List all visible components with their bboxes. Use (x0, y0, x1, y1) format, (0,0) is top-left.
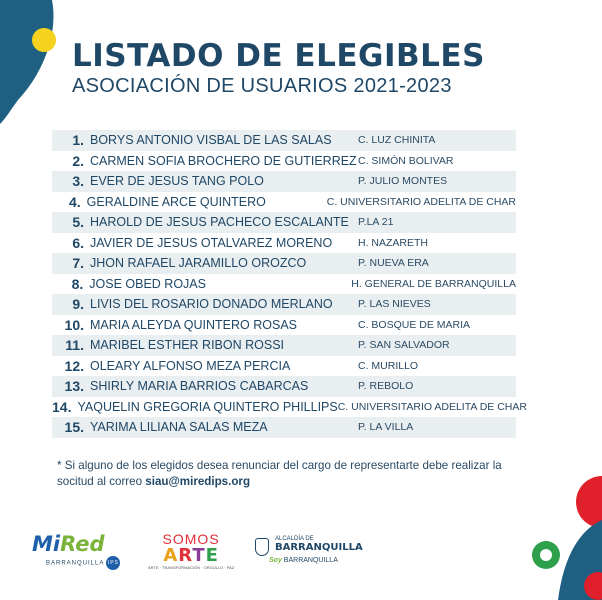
list-item (52, 397, 527, 418)
item-number: 9. (72, 296, 84, 313)
item-name: CARMEN SOFIA BROCHERO DE GUTIERREZ (90, 153, 357, 168)
list-item (52, 130, 516, 151)
item-number: 1. (72, 132, 84, 149)
list-item (52, 171, 516, 192)
item-number: 4. (68, 193, 81, 210)
item-place: P. NUEVA ERA (358, 257, 429, 270)
list-item (52, 335, 516, 356)
list-item (52, 192, 516, 213)
top-left-decoration (0, 0, 70, 130)
item-name: YARIMA LILIANA SALAS MEZA (90, 420, 268, 435)
mired-logo-part2: Red (60, 532, 105, 556)
shield-icon (255, 538, 269, 556)
list-item (52, 151, 516, 172)
item-place: P. JULIO MONTES (358, 175, 448, 188)
list-item (52, 274, 516, 295)
ips-badge: IPS (106, 556, 120, 570)
list-item (52, 233, 516, 254)
item-name: OLEARY ALFONSO MEZA PERCIA (90, 358, 291, 373)
alcaldia-logo (255, 536, 363, 564)
item-name: GERALDINE ARCE QUINTERO (86, 194, 266, 209)
item-place: H. NAZARETH (358, 236, 429, 249)
list-item (52, 417, 516, 438)
item-number: 2. (72, 152, 84, 169)
item-number: 13. (64, 378, 84, 395)
item-place: C. LUZ CHINITA (358, 134, 436, 147)
item-place: H. GENERAL DE BARRANQUILLA (351, 277, 516, 290)
mired-logo (32, 532, 120, 570)
elegibles-list (52, 130, 527, 438)
alcaldia-line3-text: BARRANQUILLA (283, 557, 338, 564)
item-number: 8. (71, 275, 84, 292)
item-place: P. SAN SALVADOR (358, 339, 450, 352)
soy-text: Soy (269, 557, 282, 564)
list-item (52, 212, 516, 233)
item-place: C. SIMÓN BOLIVAR (358, 154, 454, 167)
item-name: HAROLD DE JESUS PACHECO ESCALANTE (90, 215, 349, 230)
list-item (52, 253, 516, 274)
item-name: JHON RAFAEL JARAMILLO OROZCO (90, 256, 307, 271)
page-subtitle: ASOCIACIÓN DE USUARIOS 2021-2023 (72, 75, 452, 97)
item-number: 15. (64, 419, 84, 436)
somos-arte-line2: ARTE (163, 545, 219, 566)
item-name: MARIA ALEYDA QUINTERO ROSAS (90, 317, 298, 332)
item-name: MARIBEL ESTHER RIBON ROSSI (90, 338, 285, 353)
item-place: C. BOSQUE DE MARIA (358, 318, 471, 331)
item-name: SHIRLY MARIA BARRIOS CABARCAS (90, 379, 309, 394)
item-place: P. REBOLO (358, 380, 414, 393)
item-place: C. MURILLO (358, 359, 419, 372)
list-item (52, 294, 516, 315)
item-name: JAVIER DE JESUS OTALVAREZ MORENO (90, 235, 333, 250)
footnote (57, 458, 527, 490)
item-place: C. UNIVERSITARIO ADELITA DE CHAR (337, 400, 527, 413)
item-name: JOSE OBED ROJAS (89, 276, 206, 291)
item-name: LIVIS DEL ROSARIO DONADO MERLANO (90, 297, 333, 312)
item-name: YAQUELIN GREGORIA QUINTERO PHILLIPS (77, 399, 338, 414)
bottom-right-decoration (520, 460, 602, 600)
item-place: C. UNIVERSITARIO ADELITA DE CHAR (326, 195, 516, 208)
item-number: 12. (64, 357, 84, 374)
item-name: EVER DE JESUS TANG POLO (90, 174, 264, 189)
somos-arte-line1: SOMOS (162, 531, 220, 547)
item-number: 6. (72, 234, 84, 251)
item-number: 3. (72, 173, 84, 190)
item-place: P. LAS NIEVES (358, 298, 431, 311)
somos-arte-logo (148, 531, 234, 570)
item-number: 11. (65, 337, 84, 354)
mired-logo-part1: Mi (32, 532, 61, 556)
item-number: 14. (52, 398, 72, 415)
alcaldia-line2: BARRANQUILLA (275, 542, 363, 553)
item-number: 10. (64, 316, 84, 333)
somos-arte-line3: ARTE · TRANSFORMACIÓN · ORGULLO · PAZ (148, 565, 235, 570)
page-title: LISTADO DE ELEGIBLES (72, 38, 485, 74)
alcaldia-line3 (269, 557, 363, 564)
item-name: BORYS ANTONIO VISBAL DE LAS SALAS (90, 133, 332, 148)
item-number: 5. (72, 214, 84, 231)
contact-email[interactable]: siau@miredips.org (145, 475, 251, 488)
item-place: P. LA VILLA (358, 421, 414, 434)
list-item (52, 376, 516, 397)
list-item (52, 315, 516, 336)
item-place: P.LA 21 (358, 216, 394, 229)
list-item (52, 356, 516, 377)
mired-logo-sub: BARRANQUILLA (46, 560, 105, 567)
alcaldia-line1: ALCALDÍA DE (275, 536, 314, 542)
footnote-text: * Si alguno de los elegidos desea renunciar del cargo de representarte debe realizar la socitud al correo (57, 459, 502, 488)
item-number: 7. (72, 255, 84, 272)
